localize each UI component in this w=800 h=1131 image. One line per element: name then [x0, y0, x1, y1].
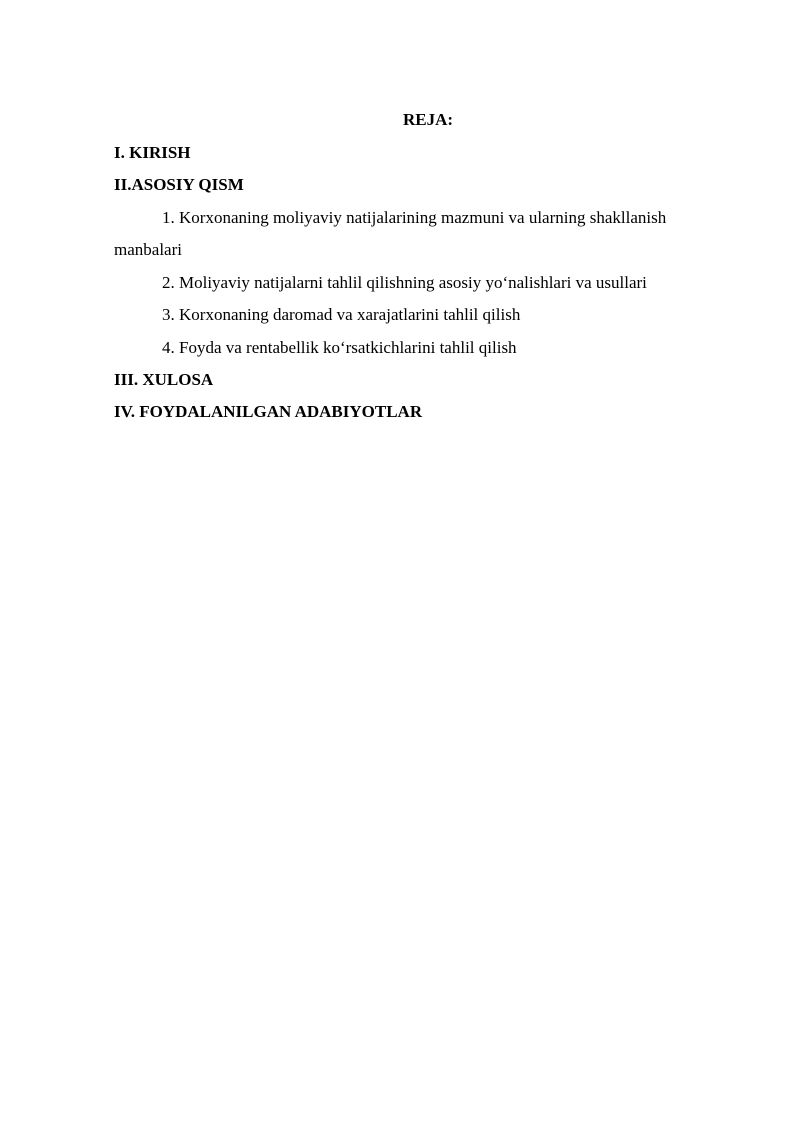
list-item-continuation: manbalari	[114, 240, 182, 259]
list-item: 4. Foyda va rentabellik ko‘rsatkichlarini tahlil qilish	[162, 338, 517, 357]
section-conclusion: III. XULOSA	[114, 370, 214, 389]
page-title: REJA:	[402, 110, 454, 129]
section-references: IV. FOYDALANILGAN ADABIYOTLAR	[114, 402, 423, 421]
section-main-part: II.ASOSIY QISM	[114, 175, 244, 194]
list-item: 2. Moliyaviy natijalarni tahlil qilishning asosiy yo‘nalishlari va usullari	[162, 273, 647, 292]
section-introduction: I. KIRISH	[114, 143, 191, 162]
list-item: 1. Korxonaning moliyaviy natijalarining mazmuni va ularning shakllanish	[162, 208, 667, 227]
list-item: 3. Korxonaning daromad va xarajatlarini tahlil qilish	[162, 305, 521, 324]
